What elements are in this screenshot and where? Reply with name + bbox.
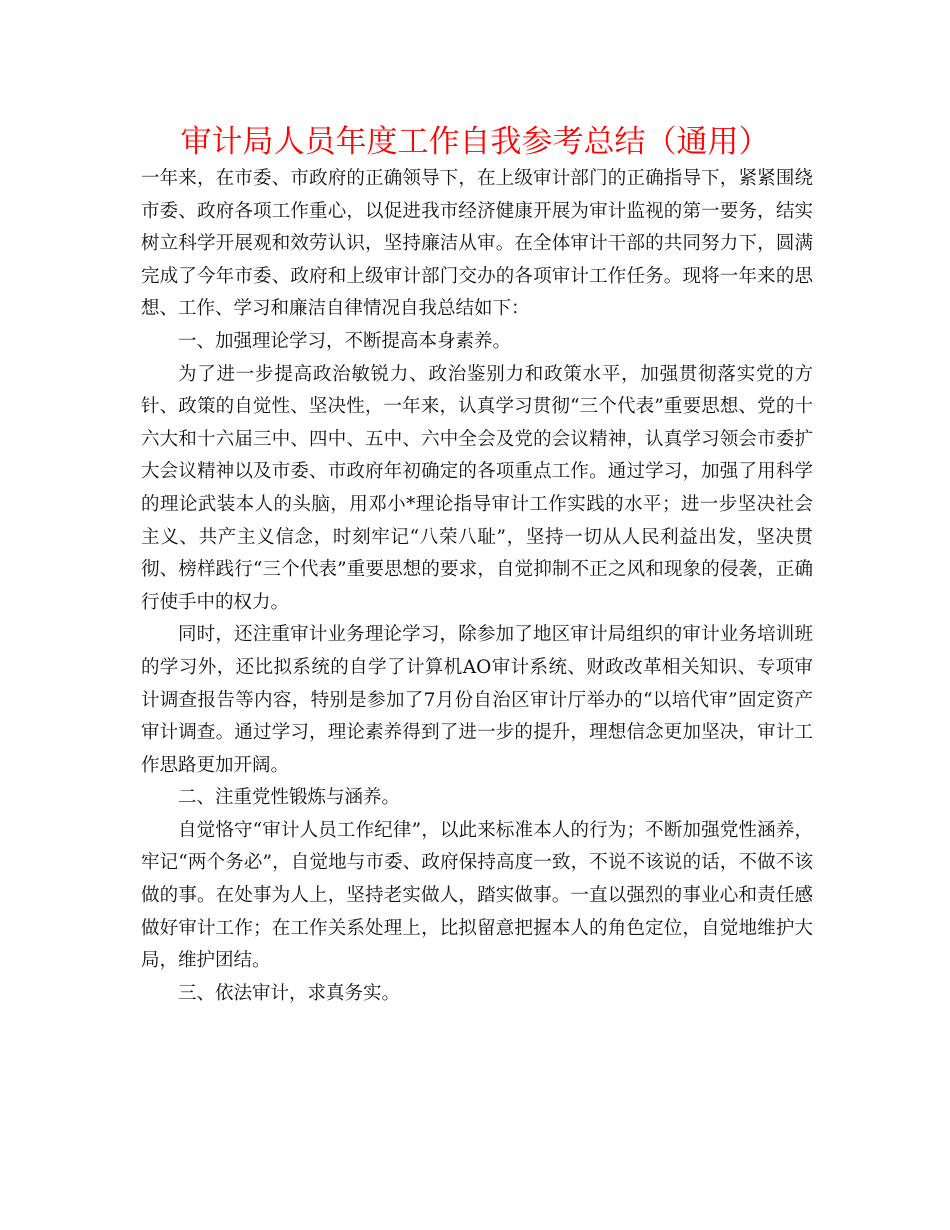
document-body xyxy=(141,163,813,1010)
document-title: 审计局人员年度工作自我参考总结（通用） xyxy=(180,124,770,160)
paragraph: 为了进一步提高政治敏锐力、政治鉴别力和政策水平，加强贯彻落实党的方针、政策的自觉性、坚决性，一年来，认真学习贯彻“三个代表”重要思想、党的十六大和十六届三中、四中、五中、六中全会及党的会议精神，认真学习领会市委扩大会议精神以及市委、市政府年初确定的各项重点工作。通过学习，加强了用科学的理论武装本人的头脑，用邓小*理论指导审计工作实践的水平；进一步坚决社会主义、共产主义信念，时刻牢记“八荣八耻”，坚持一切从人民利益出发，坚决贯彻、榜样践行“三个代表”重要思想的要求，自觉抑制不正之风和现象的侵袭，正确行使手中的权力。 xyxy=(141,363,813,613)
section-heading-3: 三、依法审计，求真务实。 xyxy=(178,982,401,1004)
section-heading-2: 二、注重党性锻炼与涵养。 xyxy=(178,787,401,809)
section-heading-1: 一、加强理论学习，不断提高本身素养。 xyxy=(178,330,512,352)
paragraph: 自觉恪守“审计人员工作纪律”，以此来标准本人的行为；不断加强党性涵养，牢记“两个务必”，自觉地与市委、政府保持高度一致，不说不该说的话，不做不该做的事。在处事为人上，坚持老实做人，踏实做事。一直以强烈的事业心和责任感做好审计工作；在工作关系处理上，比拟留意把握本人的角色定位，自觉地维护大局，维护团结。 xyxy=(141,819,813,972)
paragraph-intro: 一年来，在市委、市政府的正确领导下，在上级审计部门的正确指导下，紧紧围绕市委、政府各项工作重心，以促进我市经济健康开展为审计监视的第一要务，结实树立科学开展观和效劳认识，坚持廉洁从审。在全体审计干部的共同努力下，圆满完成了今年市委、政府和上级审计部门交办的各项审计工作任务。现将一年来的思想、工作、学习和廉洁自律情况自我总结如下： xyxy=(141,168,813,320)
paragraph: 同时，还注重审计业务理论学习，除参加了地区审计局组织的审计业务培训班的学习外，还比拟系统的自学了计算机AO审计系统、财政改革相关知识、专项审计调查报告等内容，特别是参加了7月份自治区审计厅举办的“以培代审”固定资产审计调查。通过学习，理论素养得到了进一步的提升，理想信念更加坚决，审计工作思路更加开阔。 xyxy=(141,624,813,776)
